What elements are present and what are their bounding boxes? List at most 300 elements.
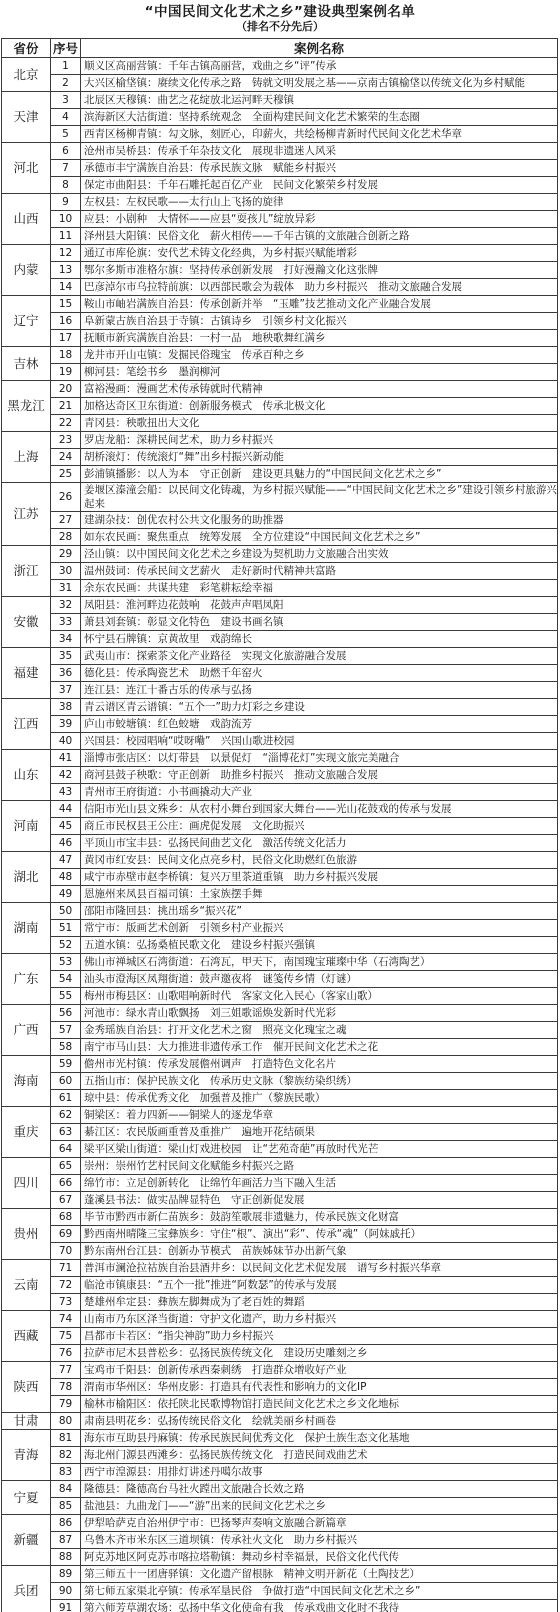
province-cell: 上海	[2, 432, 51, 483]
case-number-cell: 67	[51, 1192, 81, 1209]
table-row	[2, 529, 558, 546]
case-number-cell: 70	[51, 1243, 81, 1260]
case-name-cell: 渭南市华州区：华州皮影：打造具有代表性和影响力的文化IP	[81, 1379, 558, 1396]
case-name-cell: 佛山市禅城区石湾街道：石湾瓦，甲天下，南国瑰宝璀璨中华（石湾陶艺）	[81, 954, 558, 971]
table-row	[2, 211, 558, 228]
table-row	[2, 160, 558, 177]
province-cell: 湖南	[2, 903, 51, 954]
table-row	[2, 1600, 558, 1612]
table-row	[2, 1277, 558, 1294]
case-name-cell: 榆林市榆阳区：依托陕北民歌博物馆打造民间文化艺术之乡文化地标	[81, 1396, 558, 1413]
case-name-cell: 金秀瑶族自治县：打开文化艺术之窗 照亮文化瑰宝之魂	[81, 1022, 558, 1039]
table-row	[2, 1022, 558, 1039]
case-number-cell: 29	[51, 546, 81, 563]
table-row	[2, 1107, 558, 1124]
case-number-cell: 69	[51, 1226, 81, 1243]
case-number-cell: 28	[51, 529, 81, 546]
case-name-cell: 商河县鼓子秧歌：守正创新 助推乡村振兴 推动文旅融合发展	[81, 767, 558, 784]
case-name-cell: 姜堰区溱潼会船：以民间文化铸魂，为乡村振兴赋能——“中国民间文化艺术之乡”建设引领乡村旅游兴起来	[81, 483, 558, 512]
table-row	[2, 466, 558, 483]
case-name-cell: 连江县：连江十番古乐的传承与弘扬	[81, 682, 558, 699]
table-row	[2, 1566, 558, 1583]
table-row	[2, 143, 558, 160]
table-row	[2, 1464, 558, 1481]
case-name-cell: 泽州县大阳镇：民俗文化 薪火相传——千年古镇的文旅融合创新之路	[81, 228, 558, 245]
table-row	[2, 1141, 558, 1158]
case-number-cell: 24	[51, 449, 81, 466]
case-number-cell: 54	[51, 971, 81, 988]
table-row	[2, 432, 558, 449]
case-name-cell: 鞍山市岫岩满族自治县：传承创新并举 “玉雕”技艺推动文化产业融合发展	[81, 296, 558, 313]
province-cell: 黑龙江	[2, 381, 51, 432]
case-name-cell: 加格达奇区卫东街道：创新服务模式 传承北极文化	[81, 398, 558, 415]
case-number-cell: 6	[51, 143, 81, 160]
case-name-cell: 武夷山市：探索茶文化产业路径 实现文化旅游融合发展	[81, 648, 558, 665]
case-name-cell: 黔东南州台江县：创新办节模式 苗族姊妹节办出新气象	[81, 1243, 558, 1260]
case-name-cell: 如东农民画：聚焦重点 统筹发展 全方位建设“中国民间文化艺术之乡”	[81, 529, 558, 546]
province-cell: 天津	[2, 92, 51, 143]
province-cell: 江西	[2, 699, 51, 750]
case-name-cell: 毕节市黔西市新仁苗族乡：鼓韵笙歌展非遗魅力，传承民族文化财富	[81, 1209, 558, 1226]
table-row	[2, 1158, 558, 1175]
header-number: 序号	[51, 39, 81, 58]
case-number-cell: 59	[51, 1056, 81, 1073]
table-row	[2, 279, 558, 296]
case-number-cell: 61	[51, 1090, 81, 1107]
case-name-cell: 余东农民画：共谋共建 彩笔耕耘绘幸福	[81, 580, 558, 597]
case-name-cell: 信阳市光山县文殊乡：从农村小舞台到国家大舞台——光山花鼓戏的传承与发展	[81, 801, 558, 818]
table-row	[2, 415, 558, 432]
table-row	[2, 682, 558, 699]
table-row	[2, 597, 558, 614]
case-number-cell: 41	[51, 750, 81, 767]
case-number-cell: 87	[51, 1532, 81, 1549]
case-number-cell: 42	[51, 767, 81, 784]
table-row	[2, 1175, 558, 1192]
case-number-cell: 89	[51, 1566, 81, 1583]
case-number-cell: 32	[51, 597, 81, 614]
table-body	[2, 58, 558, 1612]
case-name-cell: 德化县：传承陶瓷艺术 助燃千年窑火	[81, 665, 558, 682]
case-name-cell: 海北州门源县西滩乡：弘扬民族传统文化 打造民间戏曲艺术	[81, 1447, 558, 1464]
case-name-cell: 怀宁县石牌镇：京黄故里 戏韵绵长	[81, 631, 558, 648]
table-row	[2, 1447, 558, 1464]
table-row	[2, 1124, 558, 1141]
case-name-cell: 临沧市镇康县：“五个一批”推进“阿数瑟”的传承与发展	[81, 1277, 558, 1294]
case-number-cell: 35	[51, 648, 81, 665]
table-row	[2, 971, 558, 988]
table-row	[2, 449, 558, 466]
table-row	[2, 563, 558, 580]
table-row	[2, 648, 558, 665]
case-number-cell: 57	[51, 1022, 81, 1039]
case-name-cell: 承德市丰宁满族自治县：传承民族文脉 赋能乡村振兴	[81, 160, 558, 177]
case-name-cell: 普洱市澜沧拉祜族自治县酒井乡：以民间文化艺术促发展 谱写乡村振兴华章	[81, 1260, 558, 1277]
case-number-cell: 1	[51, 58, 81, 75]
table-row	[2, 347, 558, 364]
case-name-cell: 河池市：绿水青山歌飘扬 刘三姐歌谣焕发新时代光彩	[81, 1005, 558, 1022]
table-row	[2, 1073, 558, 1090]
case-number-cell: 43	[51, 784, 81, 801]
table-row	[2, 1362, 558, 1379]
case-name-cell: 昌都市卡若区：“指尖神韵”助力乡村振兴	[81, 1328, 558, 1345]
case-number-cell: 4	[51, 109, 81, 126]
table-row	[2, 1515, 558, 1532]
case-name-cell: 第六师芳草湖农场：弘扬中华文化使命有我 传承戏曲文化时不我待	[81, 1600, 558, 1612]
province-cell: 贵州	[2, 1209, 51, 1260]
table-row	[2, 92, 558, 109]
table-row	[2, 801, 558, 818]
case-name-cell: 乌鲁木齐市米东区三道坝镇：传承社火文化 助力乡村振兴	[81, 1532, 558, 1549]
case-name-cell: 常宁市：版画艺术创新 引领乡村产业振兴	[81, 920, 558, 937]
case-number-cell: 51	[51, 920, 81, 937]
case-name-cell: 萧县刘套镇：彰显文化特色 建设书画名镇	[81, 614, 558, 631]
case-number-cell: 47	[51, 852, 81, 869]
case-name-cell: 邵阳市隆回县：挑出瑶乡“振兴花”	[81, 903, 558, 920]
case-name-cell: 铜梁区：着力四新——铜梁人的逐龙华章	[81, 1107, 558, 1124]
case-number-cell: 26	[51, 483, 81, 512]
province-cell: 山东	[2, 750, 51, 801]
case-name-cell: 恩施州来凤县百福司镇：土家族摆手舞	[81, 886, 558, 903]
header-province: 省份	[2, 39, 51, 58]
case-number-cell: 68	[51, 1209, 81, 1226]
case-name-cell: 海东市互助县丹麻镇：传承民族民间优秀文化 保护土族生态文化基地	[81, 1430, 558, 1447]
table-row	[2, 954, 558, 971]
table-row	[2, 784, 558, 801]
table-row	[2, 1328, 558, 1345]
table-row	[2, 1396, 558, 1413]
case-number-cell: 14	[51, 279, 81, 296]
case-number-cell: 39	[51, 716, 81, 733]
case-number-cell: 84	[51, 1481, 81, 1498]
table-row	[2, 886, 558, 903]
case-number-cell: 90	[51, 1583, 81, 1600]
case-number-cell: 65	[51, 1158, 81, 1175]
table-row	[2, 1583, 558, 1600]
case-number-cell: 77	[51, 1362, 81, 1379]
table-row	[2, 1311, 558, 1328]
case-number-cell: 81	[51, 1430, 81, 1447]
case-name-cell: 罗店龙船：深耕民间艺术，助力乡村振兴	[81, 432, 558, 449]
case-name-cell: 沧州市吴桥县：传承千年杂技文化 展现非遗迷人风采	[81, 143, 558, 160]
province-cell: 广东	[2, 954, 51, 1005]
table-row	[2, 1413, 558, 1430]
case-number-cell: 21	[51, 398, 81, 415]
case-number-cell: 83	[51, 1464, 81, 1481]
table-row	[2, 988, 558, 1005]
case-name-cell: 商丘市民权县王公庄：画虎促发展 文化助振兴	[81, 818, 558, 835]
table-row	[2, 1481, 558, 1498]
province-cell: 河南	[2, 801, 51, 852]
case-name-cell: 平顶山市宝丰县：弘扬民间曲艺文化 激活传统文化活力	[81, 835, 558, 852]
case-number-cell: 31	[51, 580, 81, 597]
case-number-cell: 2	[51, 75, 81, 92]
case-name-cell: 蓬溪县书法：做实品牌显特色 守正创新促发展	[81, 1192, 558, 1209]
case-number-cell: 78	[51, 1379, 81, 1396]
case-name-cell: 五指山市：保护民族文化 传承历史文脉（黎族纺染织绣）	[81, 1073, 558, 1090]
case-number-cell: 12	[51, 245, 81, 262]
table-row	[2, 614, 558, 631]
table-header-row	[2, 39, 558, 58]
case-number-cell: 55	[51, 988, 81, 1005]
table-row	[2, 665, 558, 682]
case-number-cell: 88	[51, 1549, 81, 1566]
case-number-cell: 72	[51, 1277, 81, 1294]
case-name-cell: 抚顺市新宾满族自治县：一村一品 地秧歌舞红满乡	[81, 330, 558, 347]
case-number-cell: 8	[51, 177, 81, 194]
case-number-cell: 49	[51, 886, 81, 903]
case-name-cell: 肃南县明花乡：弘扬传统民俗文化 绘就美丽乡村画卷	[81, 1413, 558, 1430]
case-number-cell: 86	[51, 1515, 81, 1532]
province-cell: 兵团	[2, 1566, 51, 1612]
table-row	[2, 1243, 558, 1260]
case-name-cell: 拉萨市尼木县普松乡：弘扬民族传统文化 建设历史雕刻之乡	[81, 1345, 558, 1362]
table-row	[2, 1260, 558, 1277]
case-number-cell: 10	[51, 211, 81, 228]
case-number-cell: 16	[51, 313, 81, 330]
table-row	[2, 177, 558, 194]
case-name-cell: 青云谱区青云谱镇：“五个一”助力灯彩之乡建设	[81, 699, 558, 716]
table-row	[2, 937, 558, 954]
case-name-cell: 温州鼓词：传承民间文艺薪火 走好新时代精神共富路	[81, 563, 558, 580]
case-name-cell: 阿克苏地区阿克苏市喀拉塔勒镇：舞动乡村幸福景，民俗文化代代传	[81, 1549, 558, 1566]
table-row	[2, 1549, 558, 1566]
case-number-cell: 38	[51, 699, 81, 716]
table-row	[2, 852, 558, 869]
case-number-cell: 91	[51, 1600, 81, 1612]
case-name-cell: 第七师五家渠北亭镇：传承军垦民俗 争做打造“中国民间文化艺术之乡”	[81, 1583, 558, 1600]
table-row	[2, 381, 558, 398]
case-name-cell: 保定市曲阳县：千年石雕托起百亿产业 民间文化繁荣乡村发展	[81, 177, 558, 194]
table-row	[2, 818, 558, 835]
case-name-cell: 第三师五十一团唐驿镇：文化遗产留根脉 精神文明开新花（土陶技艺）	[81, 1566, 558, 1583]
case-number-cell: 3	[51, 92, 81, 109]
case-number-cell: 46	[51, 835, 81, 852]
province-cell: 重庆	[2, 1107, 51, 1158]
case-name-cell: 凤阳县：淮河畔边花鼓响 花鼓声声唱凤阳	[81, 597, 558, 614]
case-number-cell: 62	[51, 1107, 81, 1124]
case-number-cell: 18	[51, 347, 81, 364]
table-row	[2, 245, 558, 262]
province-cell: 北京	[2, 58, 51, 92]
province-cell: 浙江	[2, 546, 51, 597]
table-row	[2, 512, 558, 529]
case-name-cell: 琼中县：传承优秀文化 加强普及推广（黎族民歌）	[81, 1090, 558, 1107]
case-number-cell: 79	[51, 1396, 81, 1413]
case-name-cell: 咸宁市赤壁市赵李桥镇：复兴万里茶道重镇 助力乡村振兴发展	[81, 869, 558, 886]
case-name-cell: 綦江区：农民版画重普及重推广 遍地开花结硕果	[81, 1124, 558, 1141]
table-row	[2, 58, 558, 75]
case-number-cell: 9	[51, 194, 81, 211]
table-row	[2, 364, 558, 381]
province-cell: 福建	[2, 648, 51, 699]
province-cell: 广西	[2, 1005, 51, 1056]
case-number-cell: 52	[51, 937, 81, 954]
case-number-cell: 74	[51, 1311, 81, 1328]
table-row	[2, 398, 558, 415]
case-name-cell: 巴彦淖尔市乌拉特前旗：以西部民歌会为载体 助力乡村振兴 推动文旅融合发展	[81, 279, 558, 296]
case-name-cell: 五道水镇：弘扬桑植民歌文化 建设乡村振兴强镇	[81, 937, 558, 954]
case-number-cell: 30	[51, 563, 81, 580]
case-name-cell: 盐池县：九曲龙门——“游”出来的民间文化艺术之乡	[81, 1498, 558, 1515]
case-number-cell: 82	[51, 1447, 81, 1464]
case-name-cell: 梅州市梅县区：山歌唱响新时代 客家文化入民心（客家山歌）	[81, 988, 558, 1005]
table-row	[2, 733, 558, 750]
case-number-cell: 64	[51, 1141, 81, 1158]
table-row	[2, 1056, 558, 1073]
case-number-cell: 50	[51, 903, 81, 920]
case-name-cell: 泾山镇：以中国民间文化艺术之乡建设为契机助力文旅融合出实效	[81, 546, 558, 563]
case-name-cell: 隆德县：隆德高台马社火蹚出文旅融合长效之路	[81, 1481, 558, 1498]
province-cell: 陕西	[2, 1362, 51, 1413]
province-cell: 宁夏	[2, 1481, 51, 1515]
document-title: “中国民间文化艺术之乡”建设典型案例名单	[144, 4, 416, 20]
case-number-cell: 13	[51, 262, 81, 279]
table-row	[2, 483, 558, 512]
table-row	[2, 194, 558, 211]
table-row	[2, 126, 558, 143]
case-table	[1, 38, 558, 1612]
table-row	[2, 1345, 558, 1362]
table-row	[2, 1209, 558, 1226]
province-cell: 河北	[2, 143, 51, 194]
table-row	[2, 1532, 558, 1549]
case-name-cell: 应县：小剧种 大情怀——应县“耍孩儿”绽放异彩	[81, 211, 558, 228]
case-number-cell: 60	[51, 1073, 81, 1090]
case-name-cell: 阜新蒙古族自治县于寺镇：古镇诗乡 引领乡村文化振兴	[81, 313, 558, 330]
case-number-cell: 37	[51, 682, 81, 699]
case-number-cell: 75	[51, 1328, 81, 1345]
province-cell: 西藏	[2, 1311, 51, 1362]
case-number-cell: 7	[51, 160, 81, 177]
case-number-cell: 44	[51, 801, 81, 818]
case-number-cell: 25	[51, 466, 81, 483]
table-row	[2, 1192, 558, 1209]
province-cell: 青海	[2, 1430, 51, 1481]
case-name-cell: 鄂尔多斯市准格尔旗：坚持传承创新发展 打好漫瀚文化这张牌	[81, 262, 558, 279]
case-name-cell: 山南市乃东区泽当街道：守护文化遗产，助力乡村振兴	[81, 1311, 558, 1328]
document-subtitle: （排名不分先后）	[236, 20, 324, 33]
case-number-cell: 27	[51, 512, 81, 529]
case-name-cell: 宝鸡市千阳县：创新传承西秦刺绣 打造群众增收好产业	[81, 1362, 558, 1379]
case-number-cell: 71	[51, 1260, 81, 1277]
province-cell: 甘肃	[2, 1413, 51, 1430]
table-row	[2, 767, 558, 784]
case-name-cell: 西宁市湟源县：用排灯讲述丹噶尔故事	[81, 1464, 558, 1481]
case-name-cell: 南宁市马山县：大力推进非遗传承工作 催开民间文化艺术之花	[81, 1039, 558, 1056]
province-cell: 四川	[2, 1158, 51, 1209]
case-name-cell: 彭浦镇播影：以人为本 守正创新 建设更具魅力的“中国民间文化艺术之乡”	[81, 466, 558, 483]
case-name-cell: 梁平区梁山街道：梁山灯戏进校园 让“艺苑奇葩”再放时代光芒	[81, 1141, 558, 1158]
table-row	[2, 1294, 558, 1311]
case-number-cell: 85	[51, 1498, 81, 1515]
table-row	[2, 1379, 558, 1396]
case-name-cell: 庐山市蛟塘镇：红色蛟塘 戏韵流芳	[81, 716, 558, 733]
province-cell: 辽宁	[2, 296, 51, 347]
table-row	[2, 631, 558, 648]
case-number-cell: 73	[51, 1294, 81, 1311]
table-row	[2, 1090, 558, 1107]
case-number-cell: 15	[51, 296, 81, 313]
table-row	[2, 109, 558, 126]
case-number-cell: 66	[51, 1175, 81, 1192]
case-name-cell: 黄冈市红安县：民间文化点亮乡村，民俗文化助燃红色旅游	[81, 852, 558, 869]
table-row	[2, 296, 558, 313]
table-row	[2, 1226, 558, 1243]
case-name-cell: 淄博市张店区：以灯带县 以景促灯 “淄博花灯”实现文旅完美融合	[81, 750, 558, 767]
table-row	[2, 750, 558, 767]
case-name-cell: 左权县：左权民歌——太行山上飞扬的旋律	[81, 194, 558, 211]
table-row	[2, 903, 558, 920]
case-name-cell: 建湖杂技：创优农村公共文化服务的助推器	[81, 512, 558, 529]
table-row	[2, 835, 558, 852]
case-name-cell: 富裕漫画：漫画艺术传承铸就时代精神	[81, 381, 558, 398]
table-row	[2, 313, 558, 330]
case-number-cell: 45	[51, 818, 81, 835]
case-name-cell: 大兴区榆垡镇：赓续文化传承之路 铸就文明发展之基——京南古镇榆垡以传统文化为乡村赋能	[81, 75, 558, 92]
case-name-cell: 楚雄州牟定县：彝族左脚舞成为了老百姓的舞蹈	[81, 1294, 558, 1311]
case-number-cell: 17	[51, 330, 81, 347]
case-name-cell: 汕头市澄海区凤翔街道：鼓声邀夜将 谜笺传乡情（灯谜）	[81, 971, 558, 988]
case-name-cell: 柳河县：笔绘书乡 墨润柳河	[81, 364, 558, 381]
case-name-cell: 胡桥滚灯：传统滚灯“舞”出乡村振兴新动能	[81, 449, 558, 466]
case-number-cell: 11	[51, 228, 81, 245]
case-name-cell: 崇州：崇州竹艺村民间文化赋能乡村振兴之路	[81, 1158, 558, 1175]
province-cell: 吉林	[2, 347, 51, 381]
case-number-cell: 20	[51, 381, 81, 398]
case-number-cell: 56	[51, 1005, 81, 1022]
province-cell: 江苏	[2, 483, 51, 546]
case-number-cell: 19	[51, 364, 81, 381]
case-number-cell: 22	[51, 415, 81, 432]
table-row	[2, 262, 558, 279]
case-number-cell: 40	[51, 733, 81, 750]
header-case-name: 案例名称	[81, 39, 558, 58]
table-row	[2, 75, 558, 92]
case-name-cell: 顺义区高丽营镇：千年古镇高丽营，戏曲之乡“评”传承	[81, 58, 558, 75]
table-row	[2, 1039, 558, 1056]
case-name-cell: 伊犁哈萨克自治州伊宁市：巴扬琴声奏响文旅融合新篇章	[81, 1515, 558, 1532]
table-row	[2, 580, 558, 597]
case-name-cell: 龙井市开山屯镇：发掘民俗瑰宝 传承百种之乡	[81, 347, 558, 364]
table-row	[2, 699, 558, 716]
case-name-cell: 绵竹市：立足创新转化 让绵竹年画活力当下融入生活	[81, 1175, 558, 1192]
table-row	[2, 869, 558, 886]
table-row	[2, 228, 558, 245]
case-number-cell: 53	[51, 954, 81, 971]
case-number-cell: 58	[51, 1039, 81, 1056]
case-number-cell: 23	[51, 432, 81, 449]
case-name-cell: 青冈县：秧歌扭出大文化	[81, 415, 558, 432]
case-number-cell: 63	[51, 1124, 81, 1141]
province-cell: 新疆	[2, 1515, 51, 1566]
table-row	[2, 716, 558, 733]
province-cell: 云南	[2, 1260, 51, 1311]
case-number-cell: 36	[51, 665, 81, 682]
case-number-cell: 34	[51, 631, 81, 648]
case-name-cell: 儋州市光村镇：传承发展儋州调声 打造特色文化名片	[81, 1056, 558, 1073]
province-cell: 安徽	[2, 597, 51, 648]
case-number-cell: 33	[51, 614, 81, 631]
case-name-cell: 西青区杨柳青镇：勾文脉，刻匠心，印薪火，共绘杨柳青新时代民间文化艺术华章	[81, 126, 558, 143]
case-number-cell: 76	[51, 1345, 81, 1362]
table-row	[2, 1430, 558, 1447]
case-name-cell: 黔西南州晴隆三宝彝族乡：守住“根”、演出“彩”、传承“魂”（阿妹戚托）	[81, 1226, 558, 1243]
table-row	[2, 1005, 558, 1022]
province-cell: 海南	[2, 1056, 51, 1107]
case-name-cell: 青州市王府街道：小书画撬动大产业	[81, 784, 558, 801]
case-name-cell: 滨海新区大沽街道：坚持系统观念 全面构建民间文化艺术繁荣的生态圈	[81, 109, 558, 126]
